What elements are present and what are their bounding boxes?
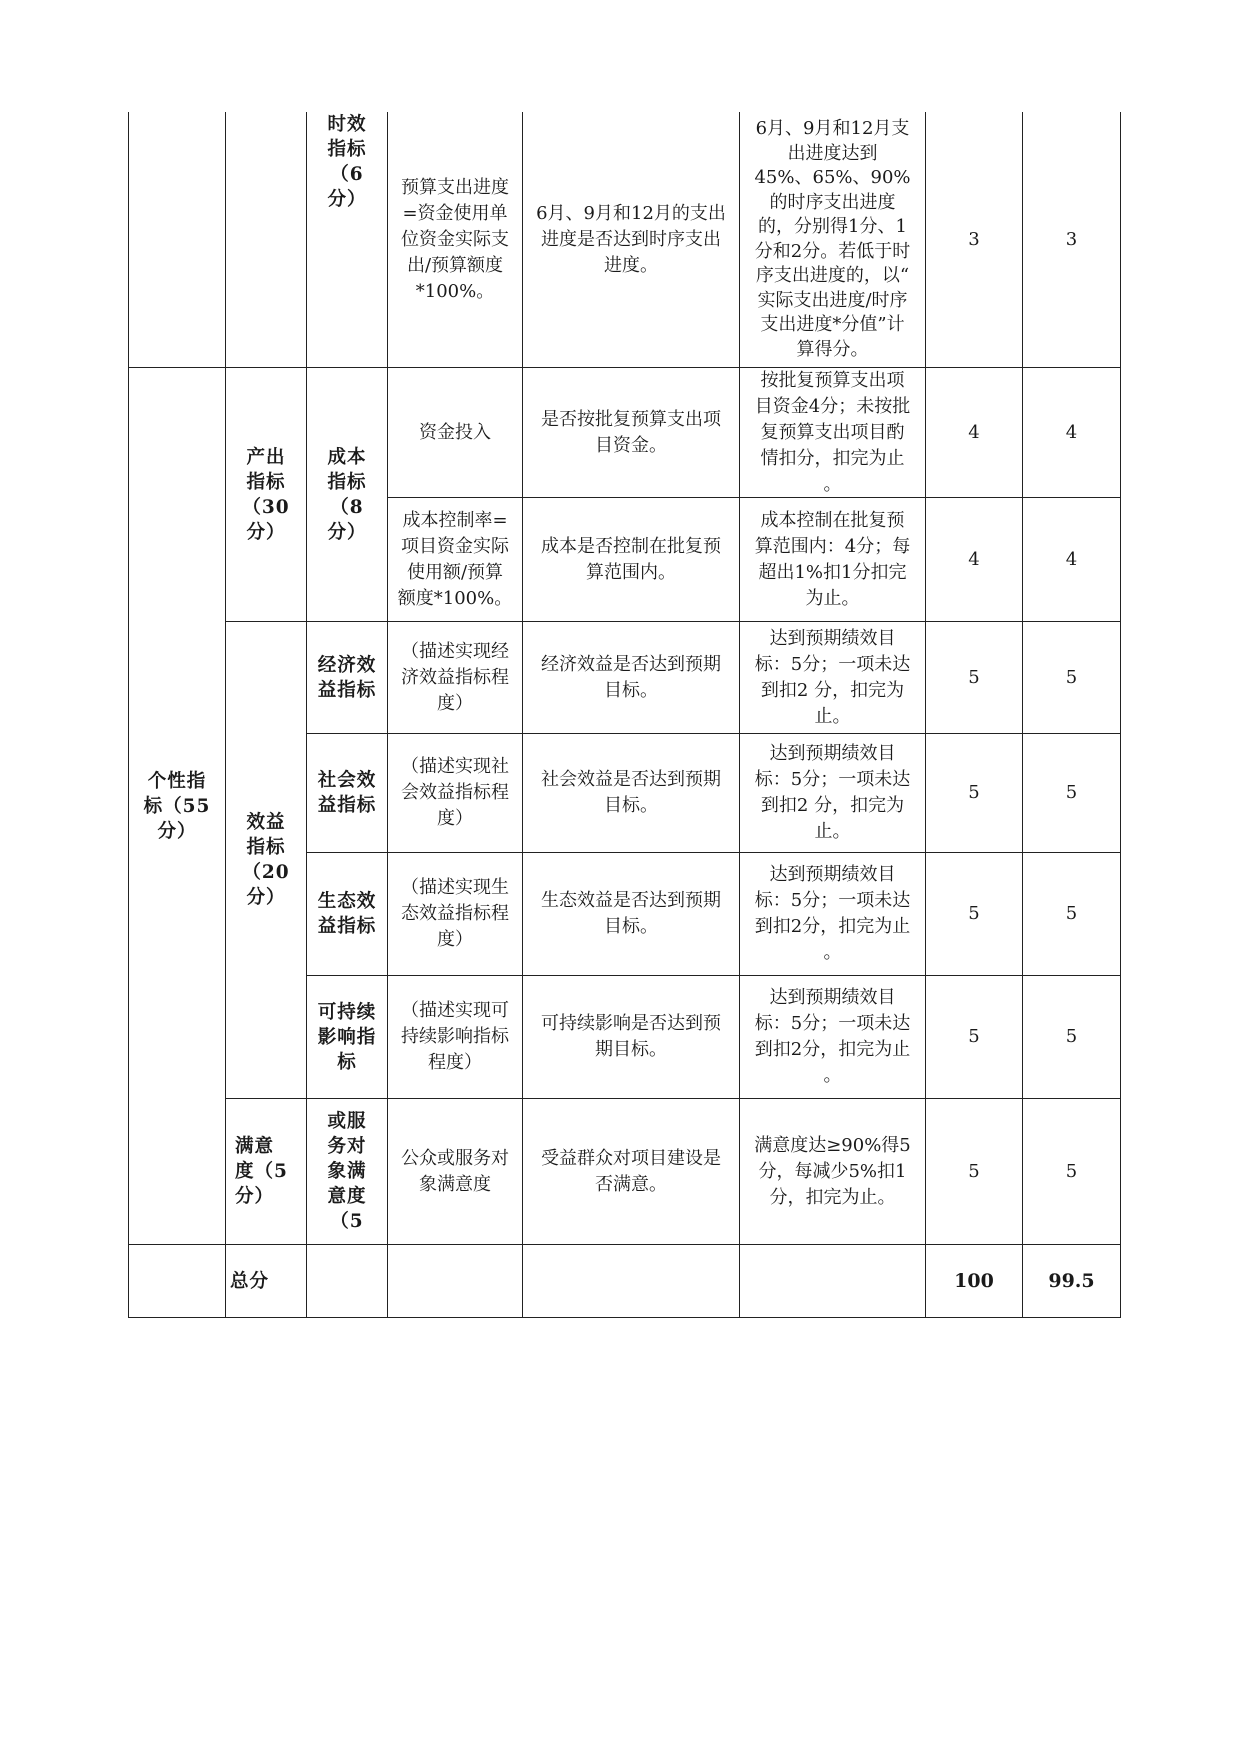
- economic-standard-cell: [522, 621, 740, 734]
- satisfaction-weight-cell: [925, 1098, 1023, 1245]
- economic-weight-cell: [925, 621, 1023, 734]
- capital-standard: 是否按批复预算支出项 目资金。: [541, 408, 721, 456]
- cost-control-standard-cell: [522, 497, 740, 622]
- timeliness-score-cell: [1022, 112, 1121, 368]
- satisfaction-l3-label: 或服 务对 象满 意度 （5: [327, 1111, 367, 1232]
- social-standard-cell: [522, 733, 740, 853]
- cost-control-indicator: 成本控制率= 项目资金实际 使用额/预算 额度*100%。: [397, 509, 513, 609]
- ecological-standard-cell: [522, 852, 740, 976]
- satisfaction-score-cell: [1022, 1098, 1121, 1245]
- sustainable-weight: 5: [968, 1026, 980, 1047]
- sustainable-l3-cell: [306, 975, 388, 1099]
- social-standard: 社会效益是否达到预期 目标。: [541, 769, 721, 816]
- cost-control-standard: 成本是否控制在批复预 算范围内。: [541, 535, 721, 583]
- cost-control-score: 4: [1065, 548, 1078, 570]
- timeliness-standard: 6月、9月和12月的支出 进度是否达到时序支出 进度。: [536, 202, 726, 276]
- timeliness-weight: 3: [968, 228, 980, 250]
- ecological-indicator-cell: [387, 852, 523, 976]
- cost-l3-label: 成本 指标 （8 分）: [327, 446, 367, 543]
- economic-indicator: （描述实现经 济效益指标程 度）: [401, 640, 509, 714]
- cost-control-weight-cell: [925, 497, 1023, 622]
- satisfaction-score: 5: [1065, 1160, 1078, 1182]
- sustainable-score-cell: [1022, 975, 1121, 1099]
- economic-score-cell: [1022, 621, 1121, 734]
- satisfaction-rule-cell: [739, 1098, 926, 1245]
- personal-l1-cell: [128, 367, 226, 1245]
- satisfaction-standard-cell: [522, 1098, 740, 1245]
- timeliness-l3-label: 时效 指标 （6 分）: [327, 114, 367, 210]
- sustainable-weight-cell: [925, 975, 1023, 1099]
- economic-l3-label: 经济效 益指标: [317, 654, 377, 701]
- benefit-l2-label: 效益 指标 （20 分）: [242, 812, 290, 908]
- ecological-rule-cell: [739, 852, 926, 976]
- sustainable-indicator-cell: [387, 975, 523, 1099]
- total-weight-cell: [925, 1244, 1023, 1318]
- ecological-weight-cell: [925, 852, 1023, 976]
- social-score-cell: [1022, 733, 1121, 853]
- sustainable-l3-label: 可持续 影响指 标: [317, 1001, 377, 1073]
- timeliness-indicator: 预算支出进度 =资金使用单 位资金实际支 出/预算额度 *100%。: [401, 176, 509, 302]
- output-l2-cell: [225, 367, 307, 622]
- social-rule-cell: [739, 733, 926, 853]
- total-blank-rule: [739, 1244, 926, 1318]
- timeliness-rule-cell: [739, 112, 926, 368]
- economic-score: 5: [1065, 666, 1078, 688]
- satisfaction-indicator-cell: [387, 1098, 523, 1245]
- capital-rule-cell: [739, 367, 926, 498]
- capital-score: 4: [1065, 421, 1078, 443]
- ecological-l3-label: 生态效 益指标: [317, 891, 377, 937]
- ecological-rule: 达到预期绩效目 标：5分；一项未达 到扣2分，扣完为止 。: [754, 864, 911, 963]
- timeliness-indicator-cell: [387, 112, 523, 368]
- satisfaction-rule: 满意度达≥90%得5 分，每减少5%扣1 分，扣完为止。: [754, 1134, 911, 1208]
- ecological-score-cell: [1022, 852, 1121, 976]
- capital-rule: 按批复预算支出项 目资金4分；未按批 复预算支出项目酌 情扣分，扣完为止 。: [754, 369, 911, 495]
- sustainable-rule-cell: [739, 975, 926, 1099]
- social-indicator: （描述实现社 会效益指标程 度）: [401, 756, 509, 829]
- ecological-standard: 生态效益是否达到预期 目标。: [541, 890, 721, 937]
- economic-weight: 5: [968, 666, 980, 688]
- social-weight-cell: [925, 733, 1023, 853]
- ecological-indicator: （描述实现生 态效益指标程 度）: [401, 877, 509, 950]
- cost-l3-cell: [306, 367, 388, 622]
- sustainable-standard: 可持续影响是否达到预 期目标。: [541, 1013, 721, 1060]
- timeliness-l3-cell: [306, 112, 388, 368]
- social-weight: 5: [968, 782, 980, 803]
- capital-indicator: 资金投入: [419, 421, 491, 443]
- cost-control-score-cell: [1022, 497, 1121, 622]
- social-l3-label: 社会效 益指标: [317, 770, 377, 816]
- sustainable-standard-cell: [522, 975, 740, 1099]
- total-label: 总分: [230, 1270, 270, 1292]
- satisfaction-weight: 5: [968, 1160, 980, 1182]
- ecological-score: 5: [1065, 903, 1078, 924]
- capital-weight-cell: [925, 367, 1023, 498]
- social-score: 5: [1065, 782, 1078, 803]
- economic-rule: 达到预期绩效目 标：5分；一项未达 到扣2 分，扣完为 止。: [754, 627, 911, 727]
- capital-score-cell: [1022, 367, 1121, 498]
- output-l2-label: 产出 指标 （30 分）: [242, 446, 290, 543]
- timeliness-score: 3: [1065, 228, 1078, 250]
- economic-standard: 经济效益是否达到预期 目标。: [541, 653, 721, 701]
- sustainable-rule: 达到预期绩效目 标：5分；一项未达 到扣2分，扣完为止 。: [754, 987, 911, 1086]
- ecological-l3-cell: [306, 852, 388, 976]
- social-l3-cell: [306, 733, 388, 853]
- capital-weight: 4: [968, 421, 980, 443]
- timeliness-rule: 6月、9月和12月支 出进度达到 45%、65%、90% 的时序支出进度 的，分别得1分、1 分和2分。若低于时 序支出进度的，以“ 实际支出进度/时序 支出进度*分值”计 算得分。: [754, 118, 911, 360]
- benefit-l2-cell: [225, 621, 307, 1099]
- total-blank-indicator: [387, 1244, 523, 1318]
- cost-control-weight: 4: [968, 548, 980, 570]
- total-label-cell: [225, 1244, 307, 1318]
- total-blank-l3: [306, 1244, 388, 1318]
- satisfaction-l3-cell: [306, 1098, 388, 1245]
- satisfaction-l2-cell: [225, 1098, 307, 1245]
- cost-control-indicator-cell: [387, 497, 523, 622]
- satisfaction-standard: 受益群众对项目建设是 否满意。: [541, 1147, 721, 1195]
- cost-control-rule: 成本控制在批复预 算范围内：4分；每 超出1%扣1分扣完 为止。: [754, 509, 911, 609]
- total-blank-l1: [128, 1244, 226, 1318]
- timeliness-standard-cell: [522, 112, 740, 368]
- economic-indicator-cell: [387, 621, 523, 734]
- sustainable-score: 5: [1065, 1026, 1078, 1047]
- economic-rule-cell: [739, 621, 926, 734]
- satisfaction-indicator: 公众或服务对 象满意度: [401, 1147, 509, 1195]
- social-rule: 达到预期绩效目 标：5分；一项未达 到扣2 分，扣完为 止。: [754, 743, 911, 842]
- cost-control-rule-cell: [739, 497, 926, 622]
- total-score-cell: [1022, 1244, 1121, 1318]
- total-blank-standard: [522, 1244, 740, 1318]
- total-weight: 100: [954, 1270, 994, 1292]
- social-indicator-cell: [387, 733, 523, 853]
- timeliness-weight-cell: [925, 112, 1023, 368]
- l2-cell-continued: [225, 112, 307, 368]
- economic-l3-cell: [306, 621, 388, 734]
- ecological-weight: 5: [968, 903, 980, 924]
- satisfaction-l2-label: 满意 度（5 分）: [235, 1136, 288, 1207]
- sustainable-indicator: （描述实现可 持续影响指标 程度）: [401, 1000, 509, 1073]
- l1-cell-continued: [128, 112, 226, 368]
- capital-standard-cell: [522, 367, 740, 498]
- total-score: 99.5: [1048, 1270, 1095, 1292]
- capital-indicator-cell: [387, 367, 523, 498]
- personal-l1-label: 个性指 标（55 分）: [143, 770, 211, 842]
